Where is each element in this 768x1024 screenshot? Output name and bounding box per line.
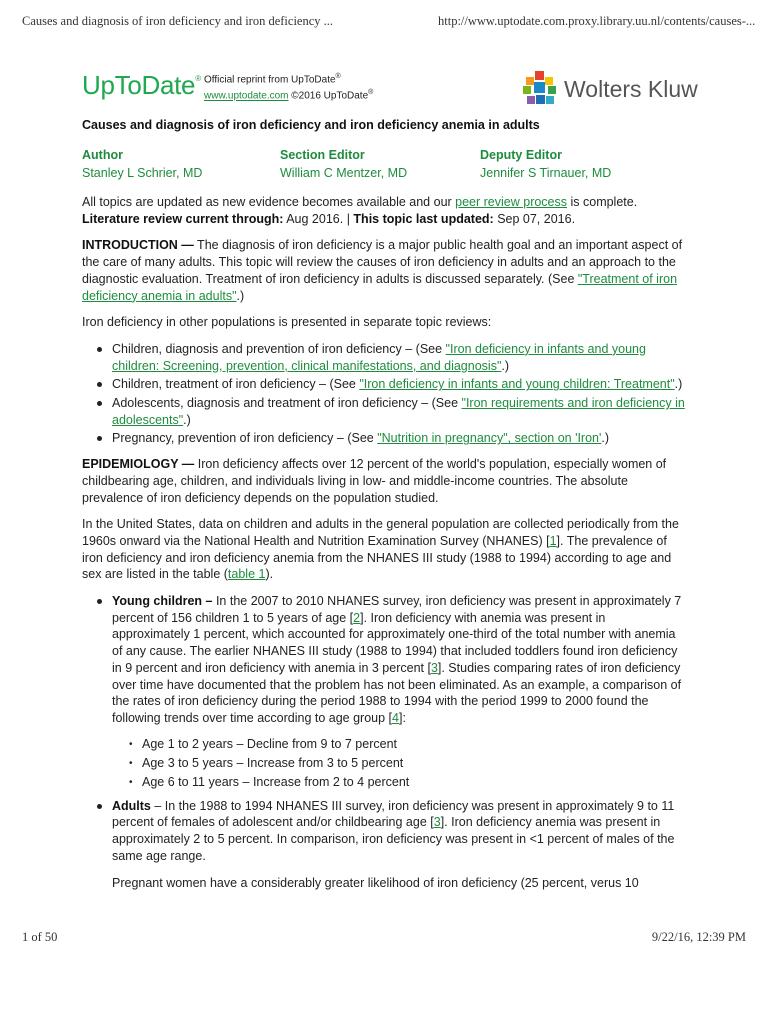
reference-link[interactable]: 1 — [549, 533, 557, 548]
introduction-tail: .) — [236, 288, 245, 303]
list-item-tail: .) — [183, 412, 191, 427]
deputy-editor-name: Jennifer S Tirnauer, MD — [480, 166, 612, 180]
topic-link[interactable]: "Iron deficiency in infants and young children: Treatment" — [359, 377, 675, 392]
list-item: • Age 1 to 2 years – Decline from 9 to 7 percent — [112, 735, 686, 754]
section-editor-name: William C Mentzer, MD — [280, 166, 408, 180]
wolters-kluwer-logo — [522, 66, 700, 110]
epidemiology-heading: EPIDEMIOLOGY — — [82, 457, 195, 472]
lit-review-value: Aug 2016. | — [283, 211, 354, 226]
list-item — [82, 430, 686, 447]
print-header-title: Causes and diagnosis of iron deficiency and iron deficiency ... — [22, 14, 334, 28]
update-notice — [82, 194, 686, 227]
copyright-text: ©2016 UpToDate — [291, 90, 369, 102]
reprint-reg: ® — [335, 73, 341, 80]
list-item-tail: .) — [501, 358, 510, 373]
list-item — [82, 341, 686, 374]
age-trend-list — [112, 735, 686, 792]
young-children-heading: Young children – — [112, 594, 213, 609]
wolters-kluwer-mosaic-icon — [522, 70, 558, 106]
reference-link[interactable]: 2 — [353, 610, 361, 625]
pregnant-women-text: Pregnant women have a considerably greater likelihood of iron deficiency (25 percent, verus 10 — [112, 875, 639, 890]
introduction-heading: INTRODUCTION — — [82, 238, 194, 253]
list-item-text: Adolescents, diagnosis and treatment of iron deficiency – (See — [112, 396, 462, 411]
print-footer — [22, 930, 746, 950]
adults-text: ]. Iron deficiency anemia was present in approximately 2 to 5 percent. In comparison, iron deficiency was present in <1 percent of males of the same age range. — [112, 815, 675, 863]
young-children-text: ]. Iron deficiency with anemia was present in approximately 1 percent, which accounted for approximately one-third of the total number with anemia of any cause. The earlier NHANES III study (1988 to 1994) that included toddlers found iron deficiency in 9 percent and iron deficiency with anemia in 3 percent [ — [112, 610, 678, 675]
epidemiology-paragraph — [82, 456, 686, 506]
us-data-text: ). — [265, 567, 274, 582]
reprint-line: Official reprint from UpToDate — [204, 74, 336, 86]
table-link[interactable]: table 1 — [227, 567, 266, 582]
uptodate-logo-text: UpToDate — [82, 70, 196, 100]
list-item: • Age 6 to 11 years – Increase from 2 to 4 percent — [112, 773, 686, 792]
topic-link[interactable]: "Iron deficiency in infants and young children: Screening, prevention, clinical manifestations, and diagnosis" — [112, 341, 646, 373]
reference-link[interactable]: 4 — [392, 710, 399, 725]
wolters-kluwer-text: Wolters Kluw — [564, 76, 698, 102]
list-item-text: Pregnancy, prevention of iron deficiency – (See — [112, 431, 378, 446]
list-item-adults — [82, 798, 686, 892]
peer-review-link[interactable]: peer review process — [455, 195, 568, 209]
print-header-url: http://www.uptodate.com.proxy.library.uu.nl/contents/causes-... — [438, 14, 756, 28]
list-item-tail: .) — [601, 431, 610, 446]
brand-bar — [82, 64, 700, 110]
adults-heading: Adults — [112, 798, 151, 813]
reprint-notice — [204, 70, 373, 103]
introduction-text: The diagnosis of iron deficiency is a major public health goal and an important aspect of the care of many adults. This topic will review the causes of iron deficiency in adults and an approach to the diagnostic evaluation. Treatment of iron deficiency in adults is discussed separately. (See — [82, 238, 683, 286]
list-item-young-children — [82, 593, 686, 792]
us-data-text: In the United States, data on children and adults in the general population are collected periodically from the 1960s onward via the National Health and Nutrition Examination Survey (NHANES) [ — [82, 517, 679, 548]
topic-review-list — [82, 341, 686, 447]
author-name: Stanley L Schrier, MD — [82, 166, 203, 180]
deputy-editor-role: Deputy Editor — [480, 148, 562, 162]
uptodate-site-link[interactable]: www.uptodate.com — [204, 90, 289, 102]
uptodate-logo-reg: ® — [195, 74, 201, 83]
us-data-paragraph — [82, 516, 686, 583]
page-number: 1 of 50 — [22, 930, 58, 944]
authors-row — [82, 146, 686, 182]
document-title: Causes and diagnosis of iron deficiency and iron deficiency anemia in adults — [82, 118, 540, 132]
other-populations-text: Iron deficiency in other populations is presented in separate topic reviews: — [82, 315, 492, 330]
copyright-reg: ® — [368, 89, 374, 97]
last-updated-value: Sep 07, 2016. — [493, 211, 576, 226]
young-children-text: ]. Studies comparing rates of iron deficiency over time have documented that the problem has not been eliminated. As an example, a comparison of the rates of iron deficiency during the period 1988 to 1994 with the period 1999 to 2000 found the following trends over time according to age group [ — [112, 660, 682, 725]
young-children-text: ]: — [398, 710, 406, 725]
us-data-text: ]. The prevalence of iron deficiency and iron deficiency anemia from the NHANES III study (1988 to 1994) according to age and sex are listed in the table ( — [82, 533, 672, 582]
section-editor-column — [280, 146, 480, 182]
print-header — [22, 14, 756, 34]
section-editor-role: Section Editor — [280, 148, 365, 162]
introduction-paragraph — [82, 237, 686, 304]
epidemiology-text: Iron deficiency affects over 12 percent of the world's population, especially women of childbearing age, children, and individuals living in low- and middle-income countries. The absolute prevalence of iron deficiency depends on the population studied. — [82, 457, 667, 505]
topic-link[interactable]: "Nutrition in pregnancy", section on 'Iron' — [377, 431, 602, 446]
author-column — [82, 146, 280, 182]
deputy-editor-column — [480, 146, 611, 182]
list-item — [82, 376, 686, 393]
last-updated-label: This topic last updated: — [353, 211, 494, 226]
list-item — [82, 395, 686, 428]
list-item: • Age 3 to 5 years – Increase from 3 to 5 percent — [112, 754, 686, 773]
population-list — [82, 593, 686, 891]
young-children-text: In the 2007 to 2010 NHANES survey, iron deficiency was present in approximately 7 percent of 156 children 1 to 5 years of age [ — [112, 594, 682, 625]
uptodate-logo — [82, 70, 201, 101]
print-date: 9/22/16, 12:39 PM — [651, 930, 746, 944]
list-item-tail: .) — [674, 377, 683, 392]
adults-text: – In the 1988 to 1994 NHANES III survey, iron deficiency was present in approximately 9 to 11 percent of females of adolescent and/or childbearing age [ — [112, 798, 675, 830]
lit-review-label: Literature review current through: — [82, 211, 284, 226]
update-tail: is complete. — [567, 195, 638, 209]
topic-link[interactable]: "Iron requirements and iron deficiency in adolescents" — [112, 396, 685, 427]
reference-link[interactable]: 3 — [433, 815, 441, 830]
article-content — [82, 118, 686, 900]
treatment-link[interactable]: "Treatment of iron deficiency anemia in adults" — [82, 271, 678, 303]
list-item-text: Children, treatment of iron deficiency – (See — [112, 377, 360, 392]
update-intro: All topics are updated as new evidence becomes available and our — [82, 195, 456, 209]
author-role: Author — [82, 148, 123, 162]
list-item-text: Children, diagnosis and prevention of iron deficiency – (See — [112, 341, 446, 356]
reference-link[interactable]: 3 — [430, 660, 438, 675]
